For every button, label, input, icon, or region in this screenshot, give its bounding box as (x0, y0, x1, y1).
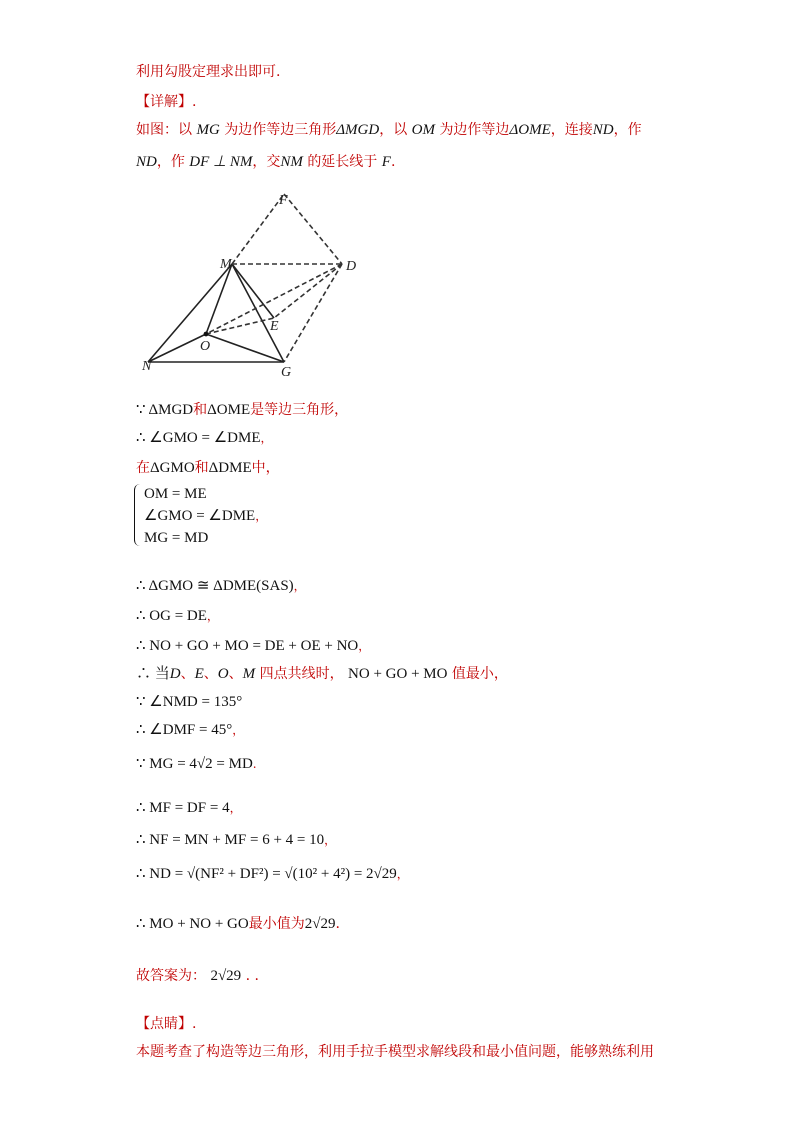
proof-step-5: ∴ OG = DE， (136, 608, 219, 624)
label-N: N (142, 359, 152, 374)
segment-MG (232, 264, 284, 362)
segment-NO (148, 334, 206, 362)
proof-step-7: ∴ 当D、E、O、M 四点共线时， NO + GO + MO 值最小， (136, 666, 508, 682)
system-eq-3: MG = MD (144, 530, 209, 546)
segment-OE (206, 318, 274, 334)
comment-text: 本题考查了构造等边三角形，利用手拉手模型求解线段和最小值问题，能够熟练利用 (136, 1044, 654, 1060)
intro-line: 利用勾股定理求出即可. (136, 64, 281, 80)
system-eq-2: ∠GMO = ∠DME， (144, 508, 268, 524)
construction-line-2: ND，作 DF ⊥ NM，交NM 的延长线于 F. (136, 154, 396, 170)
label-F: F (279, 193, 288, 208)
segment-FD (284, 194, 342, 264)
proof-step-8: ∵ ∠NMD = 135° (136, 694, 243, 710)
proof-step-11: ∴ MF = DF = 4， (136, 800, 242, 816)
label-O: O (200, 339, 211, 354)
proof-conclusion: ∴ MO + NO + GO最小值为2√29. (136, 916, 340, 932)
system-eq-1: OM = ME (144, 486, 207, 502)
proof-step-2: ∴ ∠GMO = ∠DME， (136, 430, 273, 446)
final-answer: 故答案为： 2√29 . . (136, 968, 259, 984)
proof-step-4: ∴ ΔGMO ≅ ΔDME(SAS)， (136, 578, 306, 594)
segment-MN (148, 264, 232, 362)
label-D: D (346, 259, 357, 274)
proof-step-13: ∴ ND = √(NF² + DF²) = √(10² + 4²) = 2√29， (136, 866, 409, 882)
proof-step-9: ∴ ∠DMF = 45°， (136, 722, 245, 738)
proof-step-10: ∵ MG = 4√2 = MD. (136, 756, 257, 772)
system-brace (134, 484, 143, 546)
label-G: G (281, 365, 292, 380)
segment-OG (206, 334, 284, 362)
segment-DE (274, 264, 342, 318)
label-E: E (270, 319, 279, 334)
point-O (204, 332, 209, 337)
proof-step-12: ∴ NF = MN + MF = 6 + 4 = 10， (136, 832, 337, 848)
construction-line-1: 如图：以 MG 为边作等边三角形ΔMGD，以 OM 为边作等边ΔOME，连接ND，作 (136, 122, 642, 138)
proof-step-6: ∴ NO + GO + MO = DE + OE + NO， (136, 638, 371, 654)
label-M: M (220, 257, 232, 272)
section-heading-detail: 【详解】. (136, 94, 197, 110)
proof-step-1: ∵ ΔMGD和ΔOME是等边三角形， (136, 402, 349, 418)
proof-step-3: 在ΔGMO和ΔDME中， (136, 460, 280, 476)
section-heading-comment: 【点睛】. (136, 1016, 197, 1032)
geometry-figure (136, 186, 376, 386)
segment-MF (232, 194, 284, 264)
